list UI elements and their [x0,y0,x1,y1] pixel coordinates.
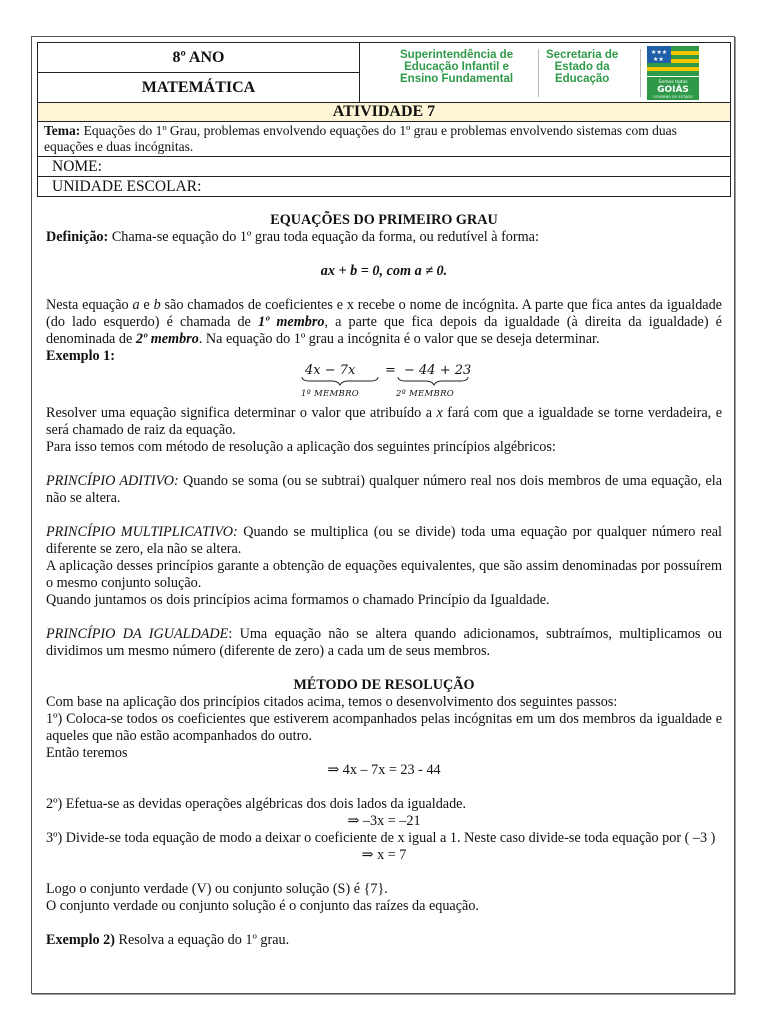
juntamos-paragraph: Quando juntamos os dois princípios acima formamos o chamado Princípio da Igualdade. [46,592,550,608]
coefficients-paragraph: Nesta equação a e b são chamados de coeficientes e x recebe o nome de incógnita. A parte que fica antes da igualdade (do lado esquerdo) é chamada de 1º membro, a parte que fica depois da igualdade (à direita da igualdade) é denominada de 2º membro. Na equação do 1º grau a incógnita é o valor que se deseja determinar. [46,297,722,347]
equation-step-1: ⇒ 4x – 7x = 23 - 44 [327,762,441,778]
example-1-equation: 4x − 7x = − 44 + 23 1º MEMBRO 2º MEMBRO [301,363,472,399]
name-field[interactable]: NOME: [38,157,731,177]
solution-set: Logo o conjunto verdade (V) ou conjunto solução (S) é {7}. [46,881,388,897]
logo-divider [538,49,539,97]
svg-text:Somos todos: Somos todos [658,80,688,85]
principio-aditivo: PRINCÍPIO ADITIVO: Quando se soma (ou se subtrai) qualquer número real nos dois membros de uma equação, ela não se altera. [46,473,722,506]
equation-step-2: ⇒ –3x = –21 [347,813,421,829]
definition: Definição: Chama-se equação do 1º grau toda equação da forma, ou redutível à forma: [46,229,539,245]
goias-flag-icon [647,46,699,100]
entao-text: Então teremos [46,745,128,761]
svg-text:GOIÁS: GOIÁS [657,85,689,95]
logo-divider [640,49,641,97]
general-formula: ax + b = 0, com a ≠ 0. [320,263,448,279]
svg-text:GOVERNO DO ESTADO: GOVERNO DO ESTADO [653,95,693,99]
step-1: 1º) Coloca-se todos os coeficientes que estiverem acompanhados pelas incógnitas em um dos membros da igualdade e aqueles que não estão acompanhados do outro. [46,711,722,744]
example-1-label: Exemplo 1: [46,348,115,364]
logos-cell [360,43,731,103]
step-3: 3º) Divide-se toda equação de modo a deixar o coeficiente de x igual a 1. Neste caso divide-se toda equação por ( –3 ) [46,830,716,846]
aplicacao-paragraph: A aplicação desses princípios garante a obtenção de equações equivalentes, que são assim denominadas por possuírem o mesmo conjunto solução. [46,558,722,591]
section-title: EQUAÇÕES DO PRIMEIRO GRAU [270,212,498,228]
member-braces [300,376,470,386]
activity-title: ATIVIDADE 7 [38,103,731,122]
base-paragraph: Com base na aplicação dos princípios citados acima, temos o desenvolvimento dos seguintes passos: [46,694,618,710]
document-body [46,212,722,949]
equation-step-3: ⇒ x = 7 [361,847,407,863]
tema-cell: Tema: Equações do 1º Grau, problemas envolvendo equações do 1º grau e problemas envolvendo sistemas com duas equações e duas incógnitas. [38,122,731,157]
svg-text:★★: ★★ [653,56,664,63]
subject-cell: MATEMÁTICA [38,73,360,103]
svg-text:★★★: ★★★ [651,49,668,56]
principios-intro: Para isso temos com método de resolução a aplicação dos seguintes princípios algébricos: [46,439,556,455]
principio-multiplicativo: PRINCÍPIO MULTIPLICATIVO: Quando se multiplica (ou se divide) toda uma equação por qualquer número real diferente se zero, ela não se altera. [46,524,723,557]
header-table [37,42,731,197]
secretaria-logo: Secretaria de Estado da Educação [546,49,619,85]
school-field[interactable]: UNIDADE ESCOLAR: [38,177,731,197]
section-title: MÉTODO DE RESOLUÇÃO [293,677,475,693]
step-2: 2º) Efetua-se as devidas operações algébricas dos dois lados da igualdade. [46,796,467,812]
grade-cell: 8º ANO [38,43,360,73]
resolver-paragraph: Resolver uma equação significa determinar o valor que atribuído a x fará com que a igualdade se torne verdadeira, e será chamado de raiz da equação. [46,405,722,438]
principio-igualdade: PRINCÍPIO DA IGUALDADE: Uma equação não se altera quando adicionamos, subtraímos, multiplicamos ou dividimos um mesmo número (diferente de zero) a cada um de seus membros. [46,626,722,659]
example-2: Exemplo 2) Resolva a equação do 1º grau. [46,932,290,948]
solution-set-definition: O conjunto verdade ou conjunto solução é o conjunto das raízes da equação. [46,898,479,914]
superintendencia-logo: Superintendência de Educação Infantil e Ensino Fundamental [400,49,514,85]
